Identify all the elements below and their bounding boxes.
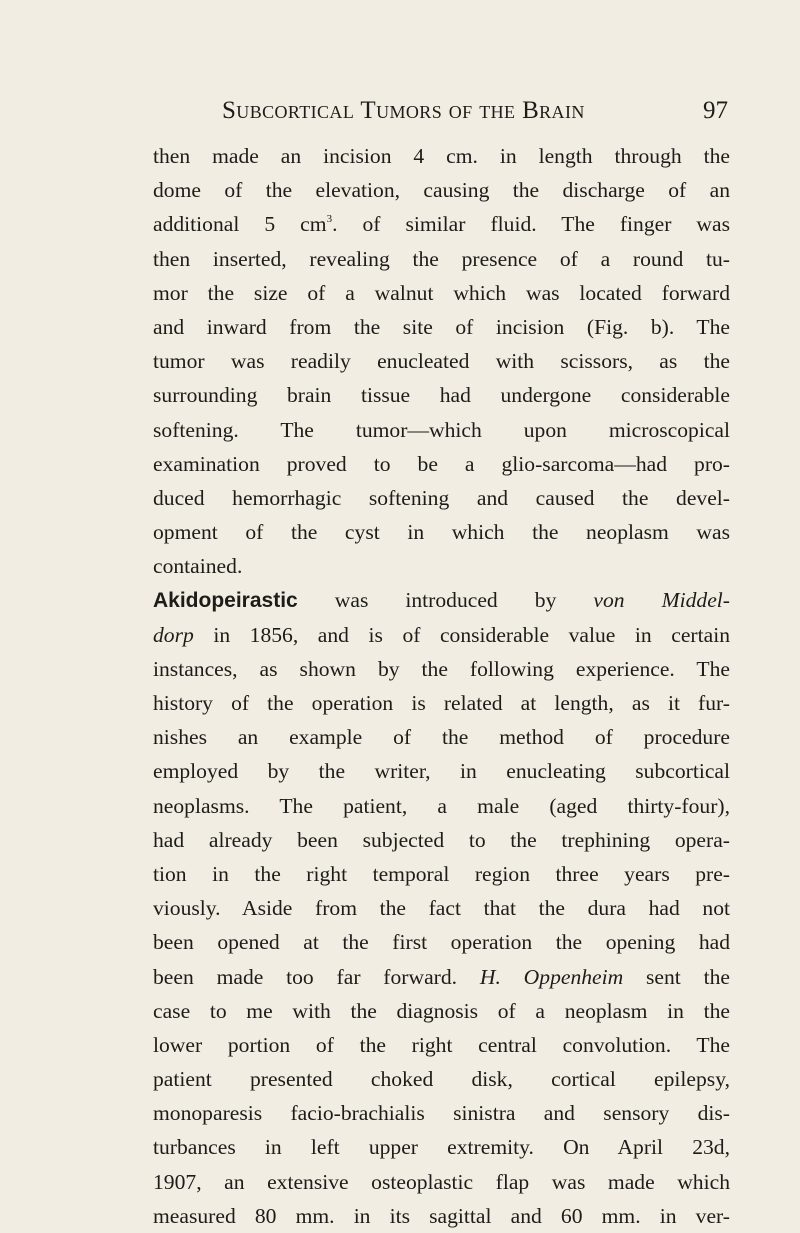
line-text: case to me with the diagnosis of a neoplasm in the xyxy=(153,998,730,1023)
text-line xyxy=(153,549,730,583)
superscript: 3 xyxy=(326,213,333,226)
text-line xyxy=(153,276,730,310)
line-text: examination proved to be a glio-sarcoma—had pro- xyxy=(153,451,730,476)
text-line xyxy=(153,1028,730,1062)
text-line xyxy=(153,481,730,515)
text-line xyxy=(153,789,730,823)
line-text: instances, as shown by the following experience. The xyxy=(153,656,730,681)
text-line xyxy=(153,618,730,652)
line-text: surrounding brain tissue had undergone considerable xyxy=(153,383,730,408)
text-line xyxy=(153,823,730,857)
line-text: duced hemorrhagic softening and caused the devel- xyxy=(153,485,730,510)
text-line xyxy=(153,994,730,1028)
line-text: contained. xyxy=(153,554,243,579)
line-text: additional 5 cm xyxy=(153,212,327,237)
line-text: measured 80 mm. in its sagittal and 60 mm. in ver- xyxy=(153,1203,730,1228)
line-text: mor the size of a walnut which was located forward xyxy=(153,280,730,305)
text-line xyxy=(153,720,730,754)
line-text: had already been subjected to the trephining opera- xyxy=(153,827,730,852)
line-text: lower portion of the right central convolution. The xyxy=(153,1032,730,1057)
text-line xyxy=(153,925,730,959)
running-head: Subcortical Tumors of the Brain xyxy=(222,97,585,124)
line-text: been made too far forward. xyxy=(153,964,480,989)
text-line xyxy=(153,378,730,412)
text-line xyxy=(153,686,730,720)
text-line xyxy=(153,1199,730,1233)
line-text: then inserted, revealing the presence of a round tu- xyxy=(153,246,730,271)
text-line xyxy=(153,652,730,686)
text-line xyxy=(153,173,730,207)
line-text: history of the operation is related at length, as it fur- xyxy=(153,691,730,715)
line-text: viously. Aside from the fact that the dura had not xyxy=(153,896,730,921)
italic-text: dorp xyxy=(153,622,194,647)
line-text: and inward from the site of incision (Fig. b). The xyxy=(153,314,730,339)
line-text: neoplasms. The patient, a male (aged thirty-four), xyxy=(153,793,730,818)
line-text: . of similar fluid. The finger was xyxy=(332,212,730,237)
line-text: nishes an example of the method of procedure xyxy=(153,725,730,750)
text-line xyxy=(153,1130,730,1164)
text-line xyxy=(153,891,730,925)
page-header xyxy=(222,97,728,129)
text-line xyxy=(153,344,730,378)
line-text: was introduced by xyxy=(297,588,594,613)
text-line xyxy=(153,413,730,447)
page-number: 97 xyxy=(703,97,728,124)
italic-text: von Middel- xyxy=(593,588,730,613)
text-line xyxy=(153,139,730,173)
line-text: employed by the writer, in enucleating subcortical xyxy=(153,759,730,784)
text-line xyxy=(153,1062,730,1096)
line-text: dome of the elevation, causing the discharge of an xyxy=(153,178,730,203)
line-text: 1907, an extensive osteoplastic flap was made which xyxy=(153,1169,730,1194)
text-line xyxy=(153,242,730,276)
text-line xyxy=(153,447,730,481)
text-line xyxy=(153,515,730,549)
line-text: then made an incision 4 cm. in length through the xyxy=(153,144,730,168)
line-text: softening. The tumor—which upon microscopical xyxy=(153,417,730,442)
line-text: opment of the cyst in which the neoplasm was xyxy=(153,520,730,545)
section-term: Akidopeirastic xyxy=(153,589,298,613)
text-line xyxy=(153,1165,730,1199)
line-text: tion in the right temporal region three years pre- xyxy=(153,861,730,886)
italic-text: H. Oppenheim xyxy=(479,964,624,989)
text-line xyxy=(153,754,730,788)
line-text: been opened at the first operation the opening had xyxy=(153,930,730,955)
line-text: monoparesis facio-brachialis sinistra and sensory dis- xyxy=(153,1101,730,1126)
text-line xyxy=(153,857,730,891)
text-line xyxy=(153,207,730,241)
text-line xyxy=(153,1096,730,1130)
text-line xyxy=(153,960,730,994)
text-line xyxy=(153,310,730,344)
body-text xyxy=(153,139,730,1233)
line-text: patient presented choked disk, cortical epilepsy, xyxy=(153,1067,730,1092)
line-text: sent the xyxy=(623,964,730,989)
line-text: in 1856, and is of considerable value in certain xyxy=(193,622,730,647)
line-text: turbances in left upper extremity. On April 23d, xyxy=(153,1135,730,1160)
text-line xyxy=(153,583,730,617)
line-text: tumor was readily enucleated with scissors, as the xyxy=(153,349,730,374)
